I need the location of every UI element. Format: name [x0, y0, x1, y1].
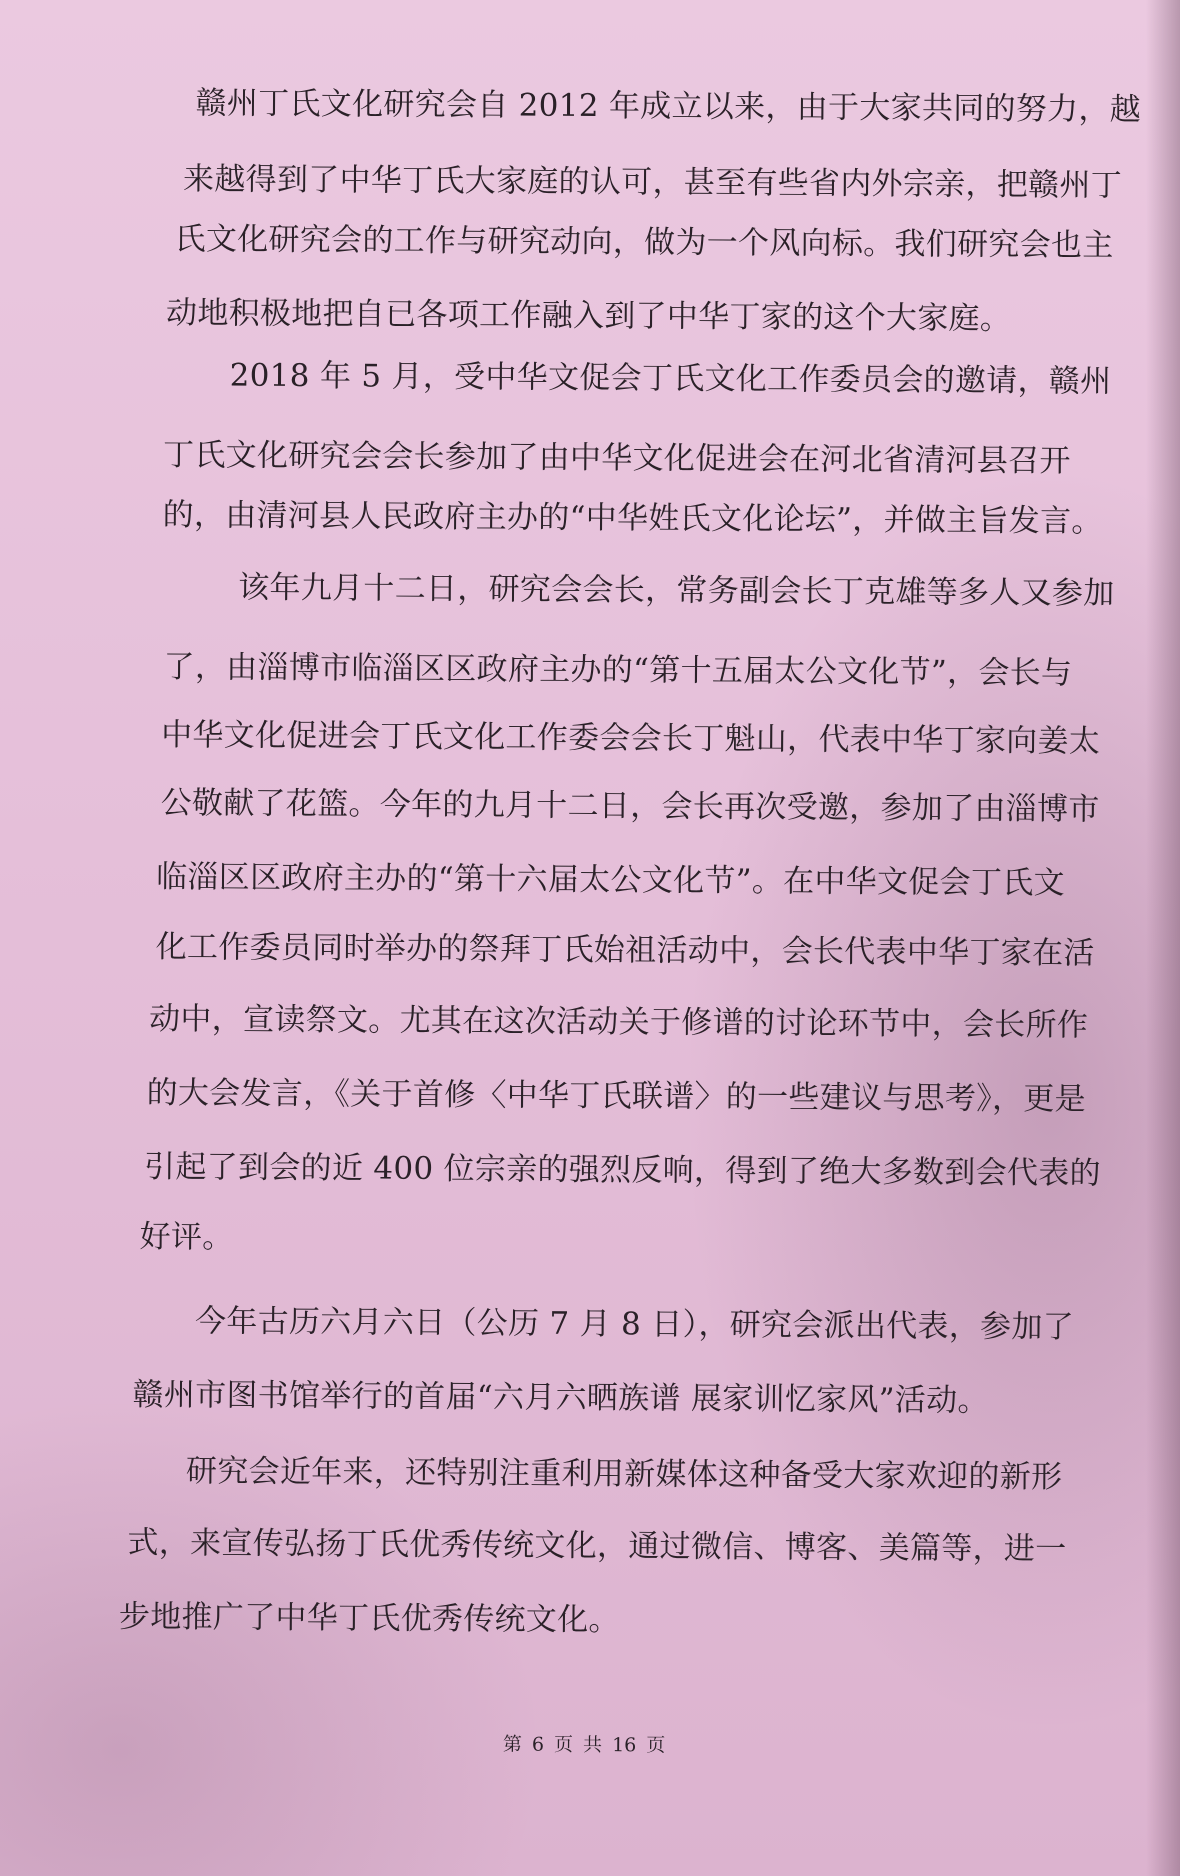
text-line: 式，来宣传弘扬丁氏优秀传统文化，通过微信、博客、美篇等，进一 [127, 1524, 1067, 1568]
text-line: 动中，宣读祭文。尤其在这次活动关于修谱的讨论环节中，会长所作 [149, 1000, 1089, 1044]
text-line: 的，由清河县人民政府主办的“中华姓氏文化论坛”，并做主旨发言。 [162, 497, 1103, 540]
text-line: 临淄区区政府主办的“第十六届太公文化节”。在中华文促会丁氏文 [156, 858, 1065, 902]
text-line: 引起了到会的近 400 位宗亲的强烈反响，得到了绝大多数到会代表的 [144, 1148, 1102, 1192]
text-line: 动地积极地把自已各项工作融入到了中华丁家的这个大家庭。 [165, 295, 1012, 337]
text-line: 氏文化研究会的工作与研究动向，做为一个风向标。我们研究会也主 [174, 221, 1114, 264]
text-line: 化工作委员同时举办的祭拜丁氏始祖活动中，会长代表中华丁家在活 [155, 928, 1095, 972]
text-line: 研究会近年来，还特别注重利用新媒体这种备受大家欢迎的新形 [185, 1453, 1063, 1496]
text-line: 了，由淄博市临淄区区政府主办的“第十五届太公文化节”，会长与 [163, 649, 1073, 692]
text-line: 赣州丁氏文化研究会自 2012 年成立以来，由于大家共同的努力，越 [195, 85, 1142, 128]
text-line: 步地推广了中华丁氏优秀传统文化。 [118, 1598, 620, 1639]
text-line: 中华文化促进会丁氏文化工作委会会长丁魁山，代表中华丁家向姜太 [161, 717, 1101, 760]
text-line: 的大会发言，《关于首修〈中华丁氏联谱〉的一些建议与思考》，更是 [146, 1074, 1087, 1118]
text-line: 丁氏文化研究会会长参加了由中华文化促进会在河北省清河县召开 [162, 437, 1071, 480]
text-line: 该年九月十二日，研究会会长，常务副会长丁克雄等多人又参加 [238, 569, 1115, 612]
text-line: 来越得到了中华丁氏大家庭的认可，甚至有些省内外宗亲，把赣州丁 [182, 161, 1123, 204]
page-number: 第 6 页 共 16 页 [502, 1733, 666, 1757]
text-line: 好评。 [139, 1218, 234, 1256]
text-line: 2018 年 5 月，受中华文促会丁氏文化工作委员会的邀请，赣州 [229, 357, 1112, 400]
text-line: 公敬献了花篮。今年的九月十二日，会长再次受邀，参加了由淄博市 [160, 785, 1100, 828]
text-line: 赣州市图书馆举行的首届“六月六晒族谱 展家训忆家风”活动。 [132, 1376, 989, 1419]
text-line: 今年古历六月六日（公历 7 月 8 日），研究会派出代表，参加了 [194, 1303, 1075, 1346]
